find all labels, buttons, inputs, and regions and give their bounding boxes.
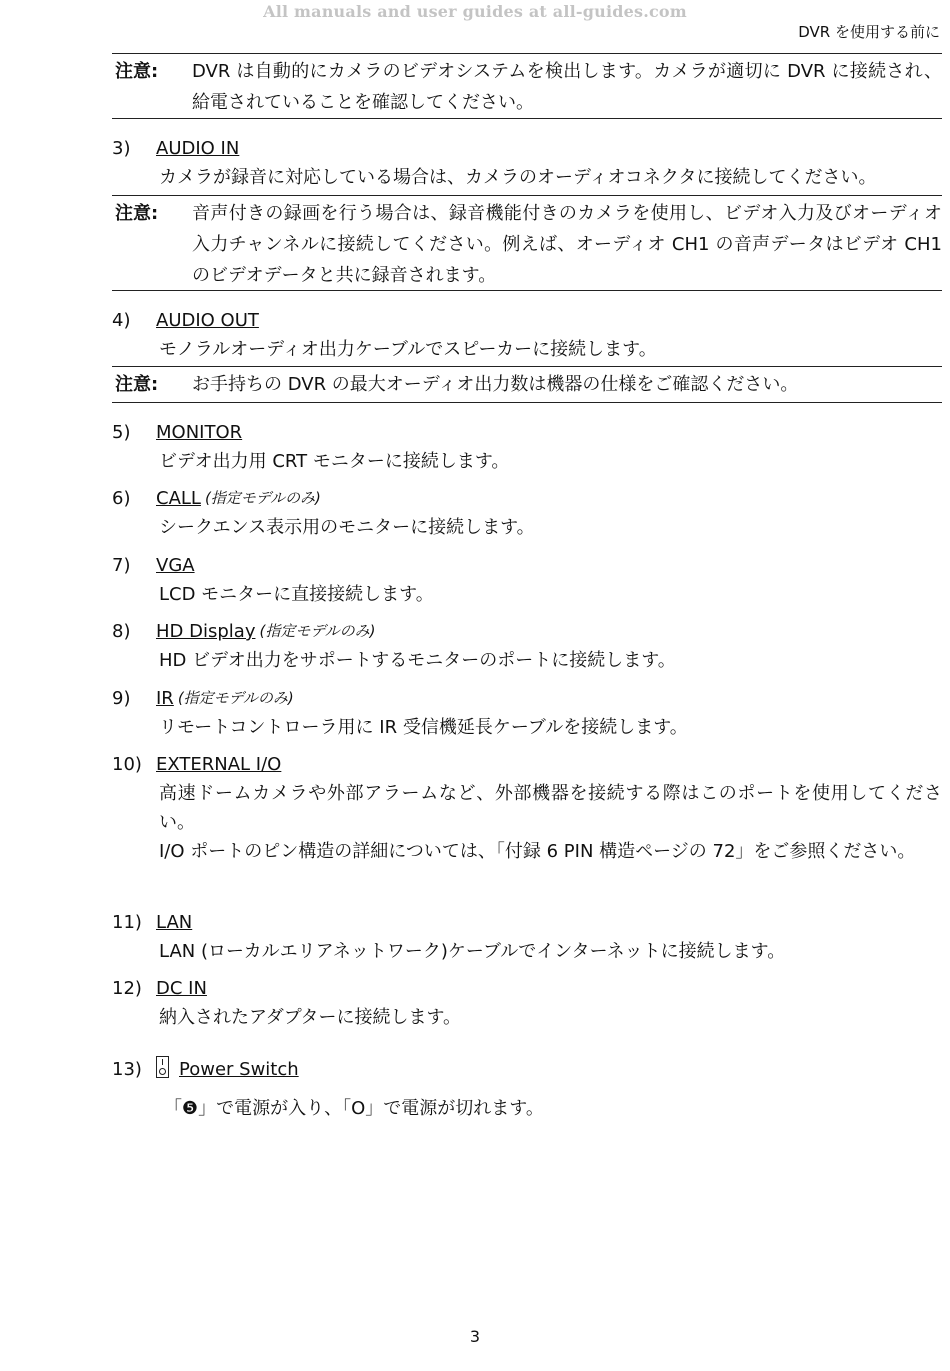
item-description <box>112 1003 942 1032</box>
item-title: LAN <box>156 912 193 933</box>
item-description <box>112 1094 942 1123</box>
note-box <box>112 53 942 119</box>
item-description-line: 高速ドームカメラや外部アラームなど、外部機器を接続する際はこのポートを使用してください。 <box>159 783 942 833</box>
page-number: 3 <box>469 1327 481 1346</box>
item-title: Power Switch <box>179 1059 299 1080</box>
item-description <box>112 779 942 866</box>
item-number: 10) <box>112 754 142 775</box>
item-number: 7) <box>112 555 131 576</box>
note-label: 注意: <box>115 374 159 395</box>
list-item <box>112 306 942 364</box>
item-number: 6) <box>112 488 131 509</box>
item-description <box>112 335 942 364</box>
watermark: All manuals and user guides at all-guides.com <box>263 2 687 21</box>
item-description-line: I/O ポートのピン構造の詳細については、「付録 6 PIN 構造ページの 72」をご参照ください。 <box>159 841 916 862</box>
item-title: DC IN <box>156 978 207 999</box>
list-item <box>112 974 942 1032</box>
item-number: 3) <box>112 138 131 159</box>
item-description <box>112 447 942 476</box>
item-description-line: モノラルオーディオ出力ケーブルでスピーカーに接続します。 <box>159 339 657 360</box>
item-description <box>112 163 942 192</box>
item-number: 12) <box>112 978 142 999</box>
item-title: HD Display <box>156 621 256 642</box>
item-description-line: シークエンス表示用のモニターに接続します。 <box>159 517 535 538</box>
page-header: DVR を使用する前に <box>798 23 940 41</box>
note-label: 注意: <box>115 61 159 82</box>
item-description <box>112 646 942 675</box>
list-item <box>112 484 942 542</box>
list-item <box>112 1051 942 1123</box>
item-description <box>112 713 942 742</box>
list-item <box>112 908 942 966</box>
note-box <box>112 366 942 403</box>
item-title: CALL <box>156 488 201 509</box>
note-text: お手持ちの DVR の最大オーディオ出力数は機器の仕様をご確認ください。 <box>192 374 799 395</box>
item-qualifier: (指定モデルのみ) <box>177 689 294 707</box>
item-description-line: LAN (ローカルエリアネットワーク)ケーブルでインターネットに接続します。 <box>159 941 786 962</box>
note-box <box>112 195 942 291</box>
item-qualifier: (指定モデルのみ) <box>259 622 376 640</box>
item-description-line: 「❺」で電源が入り、「O」で電源が切れます。 <box>164 1098 544 1119</box>
item-qualifier: (指定モデルのみ) <box>204 489 321 507</box>
list-item <box>112 684 942 742</box>
list-item <box>112 418 942 476</box>
item-description <box>112 513 942 542</box>
item-description-line: HD ビデオ出力をサポートするモニターのポートに接続します。 <box>159 650 676 671</box>
item-title: MONITOR <box>156 422 243 443</box>
item-description-line: カメラが録音に対応している場合は、カメラのオーディオコネクタに接続してください。 <box>159 167 877 188</box>
power-switch-icon <box>156 1056 169 1078</box>
item-description-line: LCD モニターに直接接続します。 <box>159 584 434 605</box>
item-title: AUDIO OUT <box>156 310 259 331</box>
item-title: VGA <box>156 555 195 576</box>
item-description-line: 納入されたアダプターに接続します。 <box>159 1007 462 1028</box>
note-label: 注意: <box>115 203 159 224</box>
list-item <box>112 617 942 675</box>
item-title: IR <box>156 688 174 709</box>
list-item <box>112 551 942 609</box>
item-title: EXTERNAL I/O <box>156 754 282 775</box>
item-description-line: リモートコントローラ用に IR 受信機延長ケーブルを接続します。 <box>159 717 688 738</box>
item-title: AUDIO IN <box>156 138 240 159</box>
note-text: 音声付きの録画を行う場合は、録音機能付きのカメラを使用し、ビデオ入力及びオーディオ入力チャンネルに接続してください。例えば、オーディオ CH1 の音声データはビデオ CH1 のビデオデータと共に録音されます。 <box>192 203 942 286</box>
item-number: 9) <box>112 688 131 709</box>
note-text: DVR は自動的にカメラのビデオシステムを検出します。カメラが適切に DVR に接続され、給電されていることを確認してください。 <box>192 61 942 113</box>
list-item <box>112 134 942 192</box>
item-description <box>112 580 942 609</box>
item-description <box>112 937 942 966</box>
list-item <box>112 750 942 866</box>
item-number: 13) <box>112 1059 142 1080</box>
item-number: 8) <box>112 621 131 642</box>
item-number: 11) <box>112 912 142 933</box>
item-number: 5) <box>112 422 131 443</box>
item-number: 4) <box>112 310 131 331</box>
item-description-line: ビデオ出力用 CRT モニターに接続します。 <box>159 451 510 472</box>
